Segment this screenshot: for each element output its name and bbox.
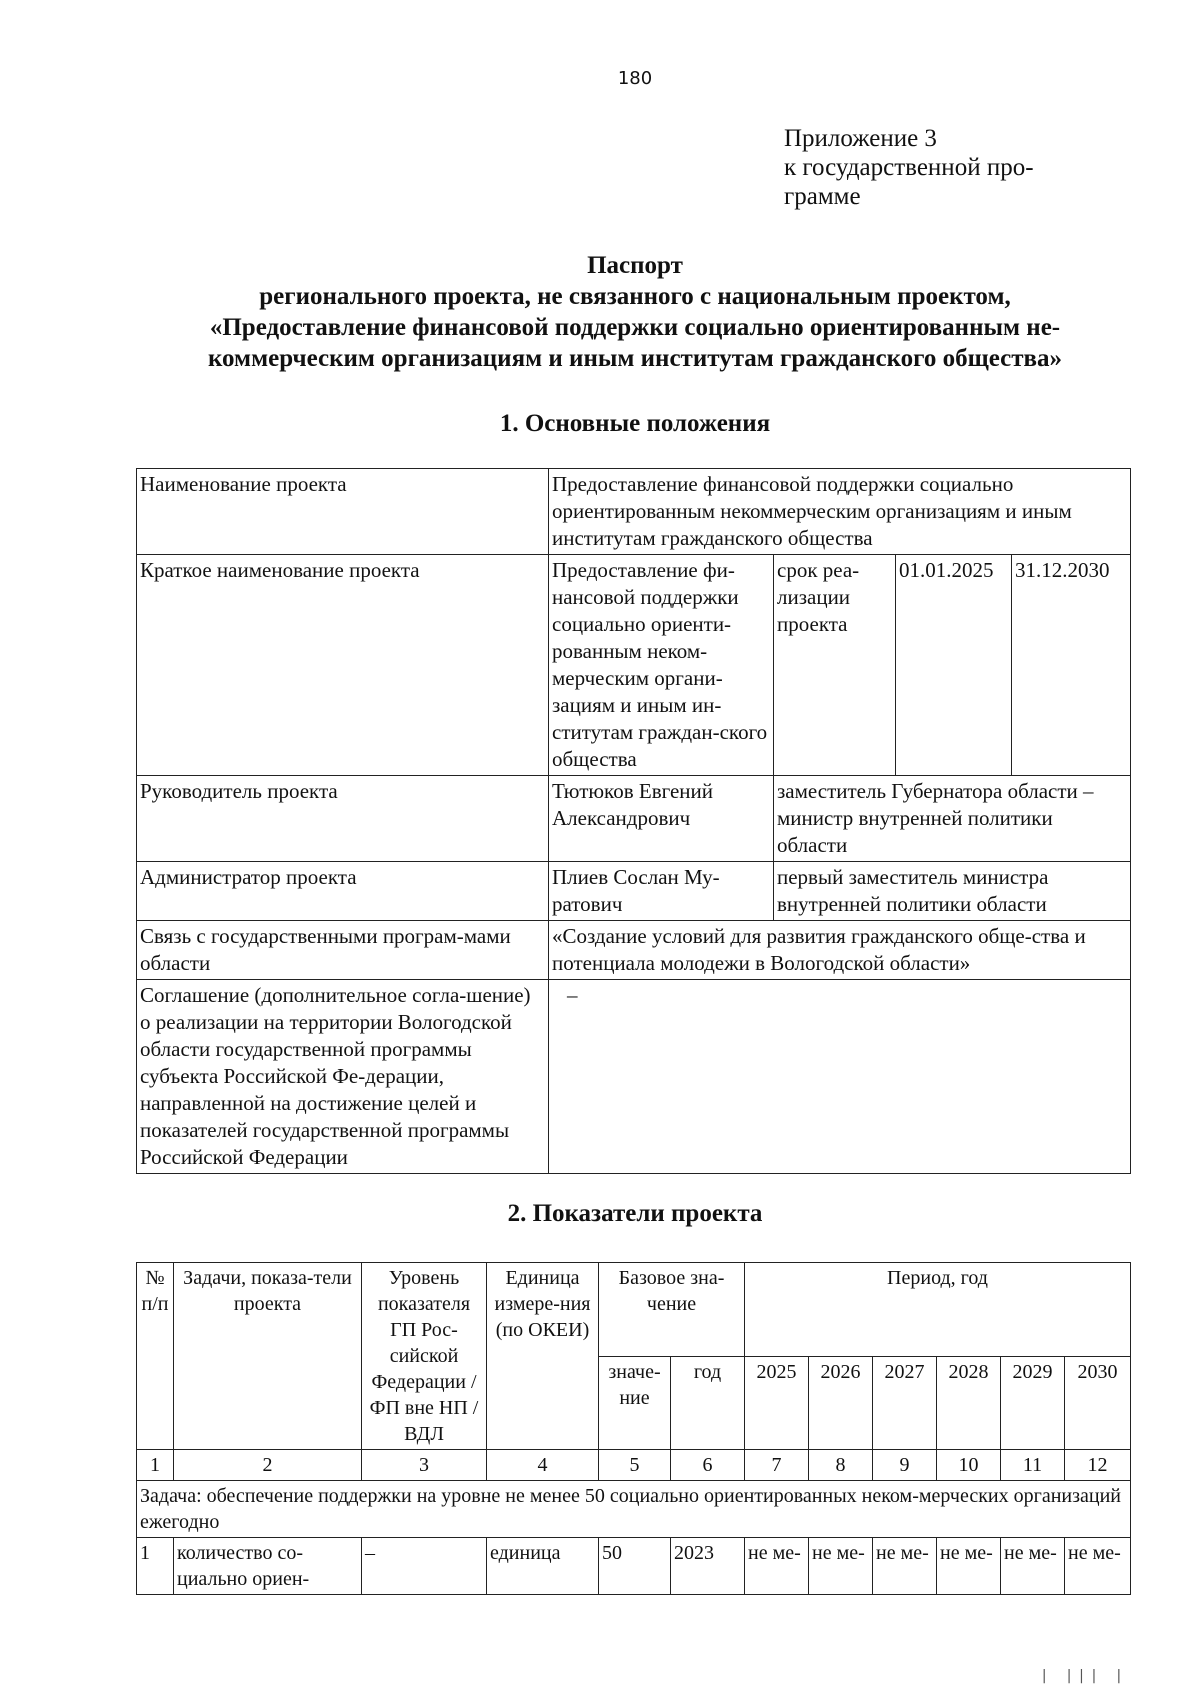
project-indicators-table: [136, 1262, 1131, 1595]
short-name-label: Краткое наименование проекта: [137, 555, 549, 776]
task-description: Задача: обеспечение поддержки на уровне не менее 50 социально ориентированных неком-мерческих организаций ежегодно: [137, 1481, 1131, 1538]
column-number: 3: [362, 1450, 487, 1481]
section-2-heading: 2. Показатели проекта: [507, 1200, 763, 1227]
program-link-value: «Создание условий для развития гражданского обще-ства и потенциала молодежи в Вологодской области»: [549, 921, 1131, 980]
program-link-label: Связь с государственными програм-мами области: [137, 921, 549, 980]
title-line-1: Паспорт: [587, 252, 683, 279]
scan-edge-marks: | ||| |: [1040, 1668, 1128, 1684]
year-value: не ме-: [873, 1538, 937, 1595]
column-number: 11: [1001, 1450, 1065, 1481]
header-period: Период, год: [745, 1263, 1131, 1357]
project-name-value: Предоставление финансовой поддержки социально ориентированным некоммерческим организациям и иным институтам гражданского общества: [549, 469, 1131, 555]
short-name-value: Предоставление фи-нансовой поддержки социально ориенти-рованным неком-мерческим органи-зациям и иным ин-ститутам граждан-ского общества: [549, 555, 774, 776]
base-year: 2023: [671, 1538, 745, 1595]
header-num: № п/п: [137, 1263, 174, 1450]
title-line-3: «Предоставление финансовой поддержки социально ориентированным не-: [209, 314, 1061, 341]
project-head-name: Тютюков Евгений Александрович: [549, 776, 774, 862]
table-row: [137, 776, 1131, 862]
header-year: 2027: [873, 1356, 937, 1450]
project-head-label: Руководитель проекта: [137, 776, 549, 862]
year-value: не ме-: [937, 1538, 1001, 1595]
title-line-4: коммерческим организациям и иным институтам гражданского общества»: [207, 345, 1063, 372]
year-value: не ме-: [1065, 1538, 1131, 1595]
header-year: 2026: [809, 1356, 873, 1450]
column-number: 1: [137, 1450, 174, 1481]
agreement-label: Соглашение (дополнительное согла-шение) о реализации на территории Вологодской области государственной программы субъекта Российской Фе-дерации, направленной на достижение целей и показателей государственной программы Российской Федерации: [137, 980, 549, 1174]
header-base: Базовое зна-чение: [599, 1263, 745, 1357]
term-label: срок реа-лизации проекта: [774, 555, 896, 776]
page-number: 180: [617, 68, 653, 89]
table-row: [137, 980, 1131, 1174]
column-number: 12: [1065, 1450, 1131, 1481]
appendix-line-2: к государственной про-: [784, 154, 1034, 181]
table-row: [137, 862, 1131, 921]
table-row: [137, 921, 1131, 980]
column-number: 7: [745, 1450, 809, 1481]
column-number: 8: [809, 1450, 873, 1481]
project-admin-position: первый заместитель министра внутренней политики области: [774, 862, 1131, 921]
project-head-position: заместитель Губернатора области – министр внутренней политики области: [774, 776, 1131, 862]
header-row: [137, 1263, 1131, 1357]
header-year: 2029: [1001, 1356, 1065, 1450]
title-line-2: регионального проекта, не связанного с национальным проектом,: [259, 283, 1011, 310]
term-end: 31.12.2030: [1012, 555, 1131, 776]
project-admin-label: Администратор проекта: [137, 862, 549, 921]
indicator-name: количество со-циально ориен-: [174, 1538, 362, 1595]
column-number: 4: [487, 1450, 599, 1481]
header-year: 2025: [745, 1356, 809, 1450]
column-number: 2: [174, 1450, 362, 1481]
year-value: не ме-: [1001, 1538, 1065, 1595]
agreement-value: –: [549, 980, 1131, 1174]
indicator-level: –: [362, 1538, 487, 1595]
appendix-note: [784, 124, 1084, 211]
column-number: 9: [873, 1450, 937, 1481]
table-row: [137, 555, 1131, 776]
task-row: [137, 1481, 1131, 1538]
project-name-label: Наименование проекта: [137, 469, 549, 555]
header-base-year: год: [671, 1356, 745, 1450]
header-year: 2028: [937, 1356, 1001, 1450]
document-title: [130, 250, 1140, 374]
header-base-value: значе-ние: [599, 1356, 671, 1450]
header-tasks: Задачи, показа-тели проекта: [174, 1263, 362, 1450]
main-provisions-table: [136, 468, 1131, 1174]
year-value: не ме-: [745, 1538, 809, 1595]
header-year: 2030: [1065, 1356, 1131, 1450]
project-admin-name: Плиев Сослан Му-ратович: [549, 862, 774, 921]
column-number: 5: [599, 1450, 671, 1481]
row-num: 1: [137, 1538, 174, 1595]
column-number: 6: [671, 1450, 745, 1481]
header-level: Уровень показателя ГП Рос-сийской Федерации / ФП вне НП / ВДЛ: [362, 1263, 487, 1450]
column-number: 10: [937, 1450, 1001, 1481]
appendix-line-1: Приложение 3: [784, 125, 937, 152]
appendix-line-3: грамме: [784, 183, 861, 210]
table-row: [137, 469, 1131, 555]
term-start: 01.01.2025: [896, 555, 1012, 776]
table-row: [137, 1538, 1131, 1595]
section-1-heading: 1. Основные положения: [499, 410, 771, 437]
header-unit: Единица измере-ния (по ОКЕИ): [487, 1263, 599, 1450]
column-number-row: [137, 1450, 1131, 1481]
base-value: 50: [599, 1538, 671, 1595]
year-value: не ме-: [809, 1538, 873, 1595]
indicator-unit: единица: [487, 1538, 599, 1595]
